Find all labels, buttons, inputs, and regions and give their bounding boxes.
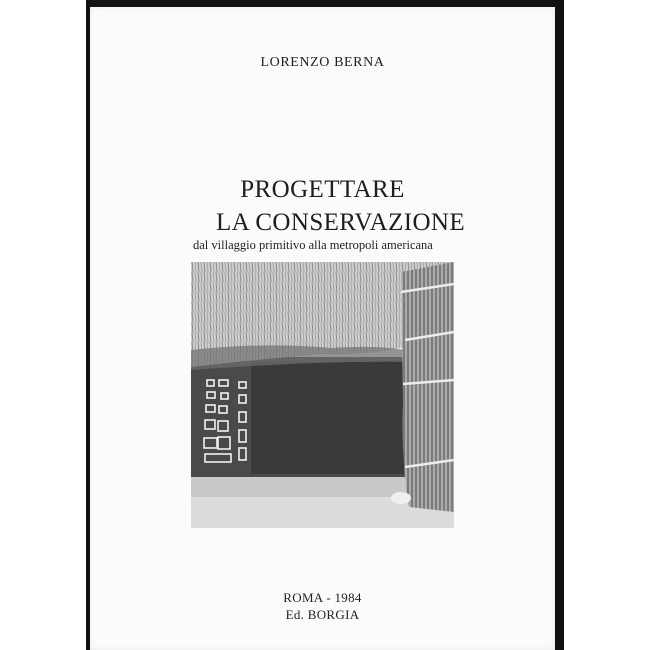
book-cover [90,7,555,650]
place-and-year: ROMA - 1984 [283,590,362,605]
title-line-2: LA CONSERVAZIONE [215,209,466,236]
publisher: Ed. BORGIA [285,607,360,622]
subtitle: dal villaggio primitivo alla metropoli americana [193,238,433,252]
title-line-1: PROGETTARE [240,176,405,203]
author-name: LORENZO BERNA [260,55,385,70]
cover-photo [191,262,454,528]
